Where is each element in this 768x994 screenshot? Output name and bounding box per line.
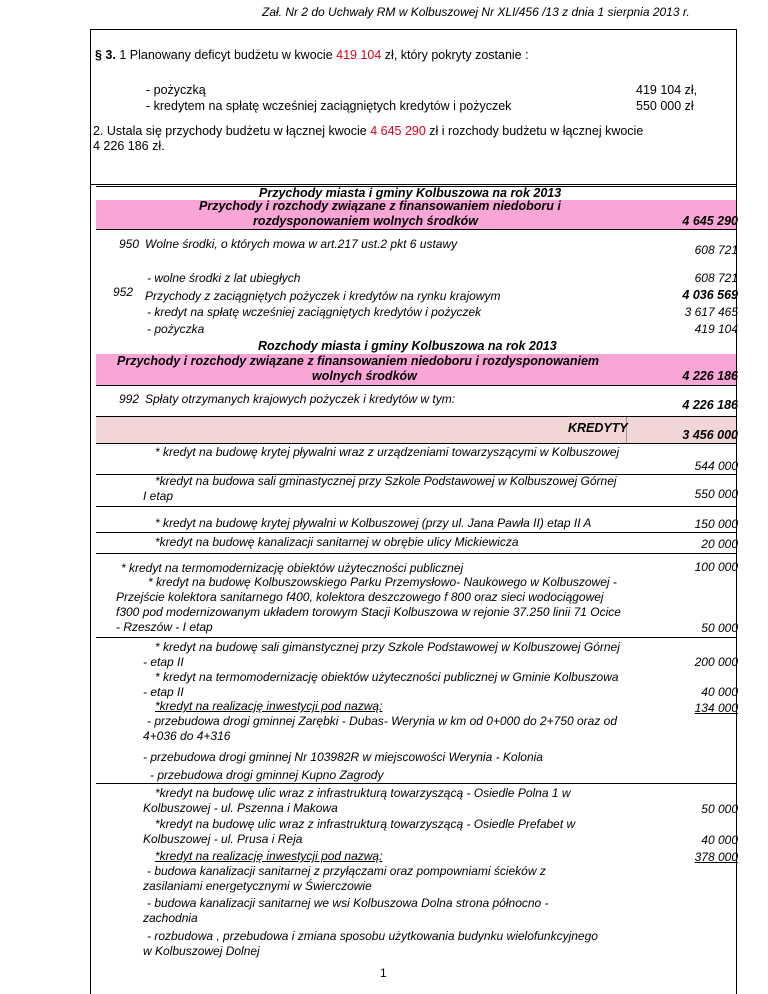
- row-952-label: Przychody z zaciągniętych pożyczek i kredytów na rynku krajowym: [145, 289, 501, 303]
- revenues-total: 4 645 290: [682, 214, 738, 228]
- row-992-value: 4 226 186: [682, 398, 738, 412]
- item-sewer-kolbuszowa-dolna: - budowa kanalizacji sanitarnej we wsi Kolbuszowa Dolna strona północno - zachodnia: [143, 896, 549, 925]
- deficit-amount: 419 104: [336, 48, 382, 62]
- paragraph-number: § 3.: [95, 48, 116, 62]
- item-pool-2a-value: 150 000: [694, 517, 738, 531]
- expenditures-title: Rozchody miasta i gminy Kolbuszowa na rok 2013: [258, 339, 557, 353]
- item-road-kupno: - przebudowa drogi gminnej Kupno Zagrody: [150, 768, 384, 782]
- row-loan-value: 419 104: [694, 322, 738, 336]
- item-roads-value: 134 000: [694, 701, 738, 715]
- loan-value: 419 104 zł,: [636, 83, 698, 97]
- item-pool-value: 544 000: [694, 459, 738, 473]
- item-sewer-heading: *kredyt na realizację inwestycji pod nazwą:: [155, 849, 383, 863]
- revenues-title: Przychody miasta i gminy Kolbuszowa na rok 2013: [259, 186, 562, 200]
- row-992-code: 992: [119, 392, 140, 406]
- row-credit-value: 3 617 465: [684, 305, 738, 319]
- item-streets-polna: *kredyt na budowę ulic wraz z infrastrukturą towarzyszącą - Osiedle Polna 1 w Kolbuszowej - ul. Pszenna i Makowa: [143, 786, 571, 815]
- expenditures-subtitle-2: wolnych środków: [312, 369, 417, 383]
- item-sewer-mickiewicza: *kredyt na budowę kanalizacji sanitarnej w obrębie ulicy Mickiewicza: [155, 535, 519, 549]
- credits-band: [96, 416, 626, 443]
- item-thermo: * kredyt na termomodernizację obiektów użyteczności publicznej: [121, 561, 464, 575]
- row-950-label: Wolne środki, o których mowa w art.217 ust.2 pkt 6 ustawy: [145, 237, 458, 251]
- item-streets-prefabet: *kredyt na budowę ulic wraz z infrastrukturą towarzyszącą - Osiedle Prefabet w Kolbuszowej - ul. Prusa i Reja: [143, 817, 576, 846]
- paragraph-2-line2: 4 226 186 zł.: [93, 139, 165, 153]
- row-loan-label: - pożyczka: [147, 322, 205, 336]
- item-industrial-park-value: 50 000: [701, 621, 738, 635]
- row-prior-years-value: 608 721: [694, 271, 738, 285]
- item-gym-2: * kredyt na budowę sali gimanstycznej przy Szkole Podstawowej w Kolbuszowej Górnej - etap II: [143, 640, 620, 669]
- paragraph-3: § 3. 1 Planowany deficyt budżetu w kwocie 419 104 zł, który pokryty zostanie :: [95, 48, 529, 62]
- item-thermo-value: 100 000: [694, 560, 738, 574]
- item-thermo-2: * kredyt na termomodernizację obiektów użyteczności publicznej w Gminie Kolbuszowa - etap II: [143, 670, 619, 699]
- item-gym-value: 550 000: [694, 487, 738, 501]
- frame-left: [90, 29, 91, 994]
- expenditures-subtitle-1: Przychody i rozchody związane z finansowaniem niedoboru i rozdysponowaniem: [117, 354, 600, 368]
- paragraph-2: 2. Ustala się przychody budżetu w łącznej kwocie 4 645 290 zł i rozchody budżetu w łącznej kwocie: [93, 124, 644, 138]
- credit-label: - kredytem na spłatę wcześniej zaciągniętych kredytów i pożyczek: [146, 99, 512, 113]
- frame-top: [90, 29, 736, 30]
- credit-value: 550 000 zł: [636, 99, 694, 113]
- row-952-value: 4 036 569: [682, 288, 738, 302]
- item-sewer-heading-value: 378 000: [694, 850, 738, 864]
- item-gym: *kredyt na budowa sali gminastycznej przy Szkole Podstawowej w Kolbuszowej Górnej I etap: [143, 474, 617, 503]
- credits-value: 3 456 000: [682, 428, 738, 442]
- item-gym-2-value: 200 000: [694, 655, 738, 669]
- row-952-code: 952: [113, 285, 134, 299]
- credits-label: KREDYTY: [568, 421, 628, 435]
- revenues-subtitle-2: rozdysponowaniem wolnych środków: [253, 214, 479, 228]
- loan-label: - pożyczką: [146, 83, 206, 97]
- row-950-value: 608 721: [694, 243, 738, 257]
- revenue-amount: 4 645 290: [370, 124, 426, 138]
- frame-divider: [90, 184, 736, 185]
- item-pool: * kredyt na budowę krytej pływalni wraz z urządzeniami towarzyszącymi w Kolbuszowej: [155, 445, 620, 459]
- item-sewer-swierczow: - budowa kanalizacji sanitarnej z przyłączami oraz pompowniami ścieków z zasilaniami energetycznymi w Świerczowie: [143, 864, 546, 893]
- item-road-werynia: - przebudowa drogi gminnej Nr 103982R w miejscowości Werynia - Kolonia: [143, 750, 543, 764]
- item-road-zarebki: - przebudowa drogi gminnej Zarębki - Dubas- Werynia w km od 0+000 do 2+750 oraz od 4+036 do 4+316: [143, 714, 618, 743]
- item-pool-2a: * kredyt na budowę krytej pływalni w Kolbuszowej (przy ul. Jana Pawła II) etap II A: [155, 516, 592, 530]
- row-prior-years-label: - wolne środki z lat ubiegłych: [147, 271, 301, 285]
- document-header: Zał. Nr 2 do Uchwały RM w Kolbuszowej Nr XLI/456 /13 z dnia 1 sierpnia 2013 r.: [262, 5, 690, 19]
- item-streets-prefabet-value: 40 000: [701, 833, 738, 847]
- row-credit-label: - kredyt na spłatę wcześniej zaciągniętych kredytów i pożyczek: [147, 305, 482, 319]
- item-sewer-value: 20 000: [701, 537, 738, 551]
- expenditures-total: 4 226 186: [682, 369, 738, 383]
- page-number: 1: [380, 966, 387, 980]
- row-992-label: Spłaty otrzymanych krajowych pożyczek i kredytów w tym:: [145, 392, 456, 406]
- item-thermo-2-value: 40 000: [701, 685, 738, 699]
- item-roads-heading: *kredyt na realizację inwestycji pod nazwą:: [155, 699, 383, 713]
- item-streets-polna-value: 50 000: [701, 802, 738, 816]
- revenues-subtitle-1: Przychody i rozchody związane z finansowaniem niedoboru i: [199, 199, 561, 213]
- item-industrial-park: * kredyt na budowę Kolbuszowskiego Parku Przemysłowo- Naukowego w Kolbuszowej - Przejście kolektora sanitarnego f400, kolektora deszczowego f 800 oraz sieci wodociągowej f300 pod modernizowanym układem torowym Stacji Kolbuszowa w rejonie 37.250 linii 71 Ocice - Rzeszów - I etap: [116, 575, 621, 634]
- row-950-code: 950: [119, 237, 140, 251]
- item-building-rebuild: - rozbudowa , przebudowa i zmiana sposobu użytkowania budynku wielofunkcyjnego w Kolbuszowej Dolnej: [143, 929, 598, 958]
